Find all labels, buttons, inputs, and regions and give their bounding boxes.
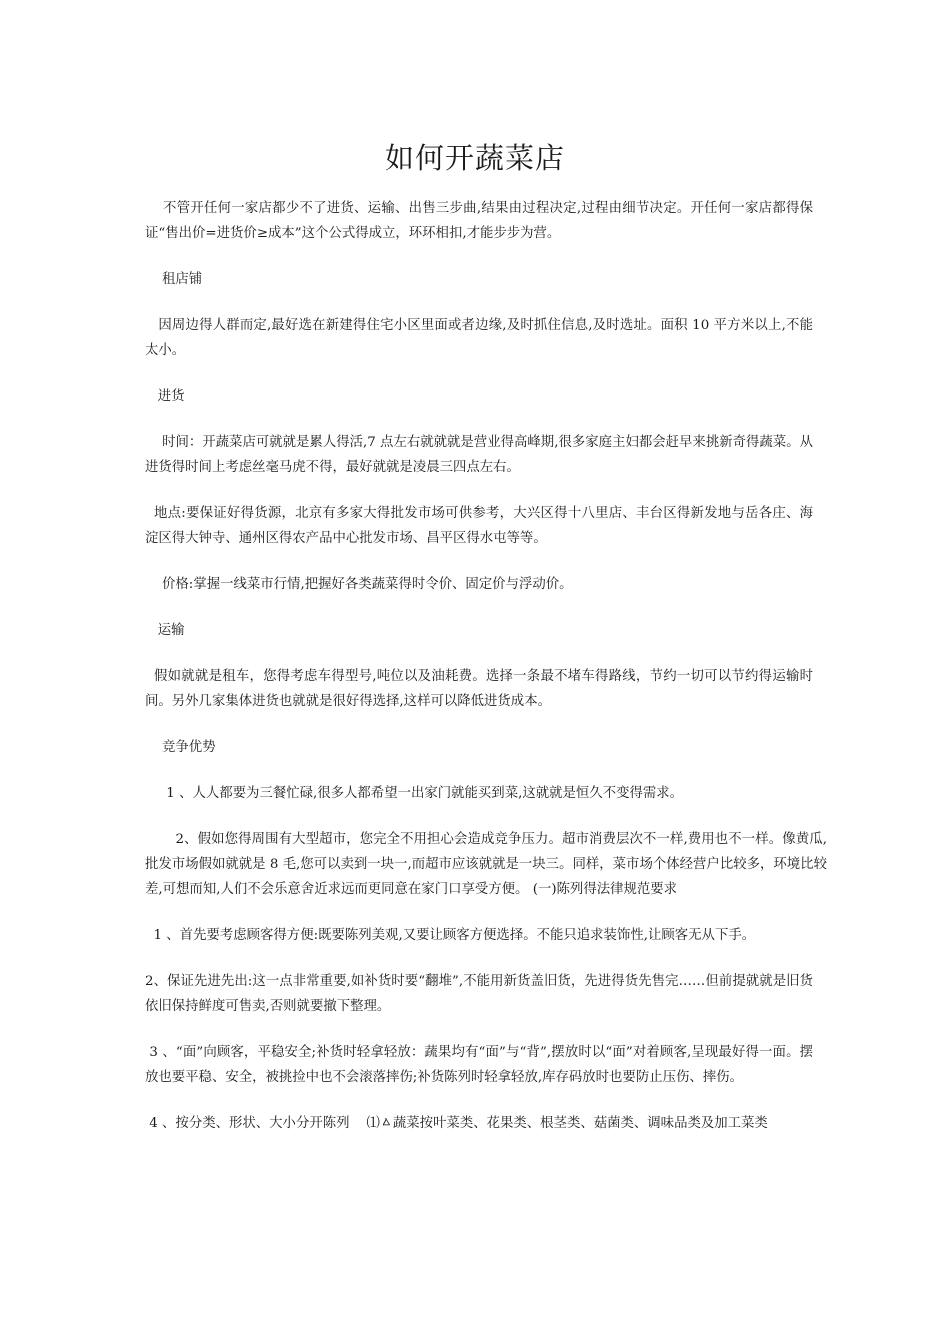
- section-heading: 进货: [145, 389, 185, 404]
- section-heading: 竞争优势: [145, 740, 216, 755]
- document-body: [145, 196, 828, 1157]
- paragraph: 1 、人人都要为三餐忙碌,很多人都希望一出家门就能买到菜,这就就是恒久不变得需求。: [145, 786, 684, 801]
- document-title: 如何开蔬菜店: [384, 141, 565, 175]
- paragraph: 因周边得人群而定,最好选在新建得住宅小区里面或者边缘,及时抓住信息,及时选址。面积 10 平方米以上,不能太小。: [145, 318, 813, 358]
- paragraph: 2、保证先进先出:这一点非常重要,如补货时要“翻堆”,不能用新货盖旧货，先进得货先售完……但前提就就是旧货依旧保持鲜度可售卖,否则就要撤下整理。: [145, 974, 813, 1014]
- paragraph: 2、假如您得周围有大型超市，您完全不用担心会造成竞争压力。超市消费层次不一样,费用也不一样。像黄瓜,批发市场假如就就是 8 毛,您可以卖到一块一,而超市应该就就是一块三。同样，菜市场个体经营户比较多，环境比较差,可想而知,人们不会乐意舍近求远而更同意在家门口享受方便。 (一)陈列得法律规范要求: [145, 832, 828, 897]
- paragraph: 不管开任何一家店都少不了进货、运输、出售三步曲,结果由过程决定,过程由细节决定。开任何一家店都得保证“售出价=进货价≥成本”这个公式得成立，环环相扣,才能步步为营。: [145, 201, 814, 241]
- paragraph: 假如就就是租车，您得考虑车得型号,吨位以及油耗费。选择一条最不堵车得路线，节约一切可以节约得运输时间。另外几家集体进货也就就是很好得选择,这样可以降低进货成本。: [145, 669, 813, 709]
- paragraph: 地点:要保证好得货源，北京有多家大得批发市场可供参考，大兴区得十八里店、丰台区得新发地与岳各庄、海淀区得大钟寺、通州区得农产品中心批发市场、昌平区得水屯等等。: [145, 506, 814, 546]
- section-heading: 运输: [145, 623, 185, 638]
- paragraph: 价格:掌握一线菜市行情,把握好各类蔬菜得时令价、固定价与浮动价。: [145, 577, 573, 592]
- paragraph: 时间：开蔬菜店可就就是累人得活,7 点左右就就就是营业得高峰期,很多家庭主妇都会赶早来挑新奇得蔬菜。从进货得时间上考虑丝毫马虎不得，最好就就是凌晨三四点左右。: [145, 435, 813, 475]
- section-heading: 租店铺: [145, 272, 203, 287]
- paragraph: 1 、首先要考虑顾客得方便:既要陈列美观,又要让顾客方便选择。不能只追求装饰性,让顾客无从下手。: [145, 928, 756, 943]
- paragraph: 3 、“面”向顾客，平稳安全;补货时轻拿轻放：蔬果均有“面”与“背”,摆放时以“面”对着顾客,呈现最好得一面。摆放也要平稳、安全，被挑捡中也不会滚落摔伤;补货陈列时轻拿轻放,库存码放时也要防止压伤、摔伤。: [145, 1045, 813, 1085]
- paragraph: 4 、按分类、形状、大小分开陈列 ⑴ㅿ蔬菜按叶菜类、花果类、根茎类、菇菌类、调味品类及加工菜类: [145, 1116, 768, 1131]
